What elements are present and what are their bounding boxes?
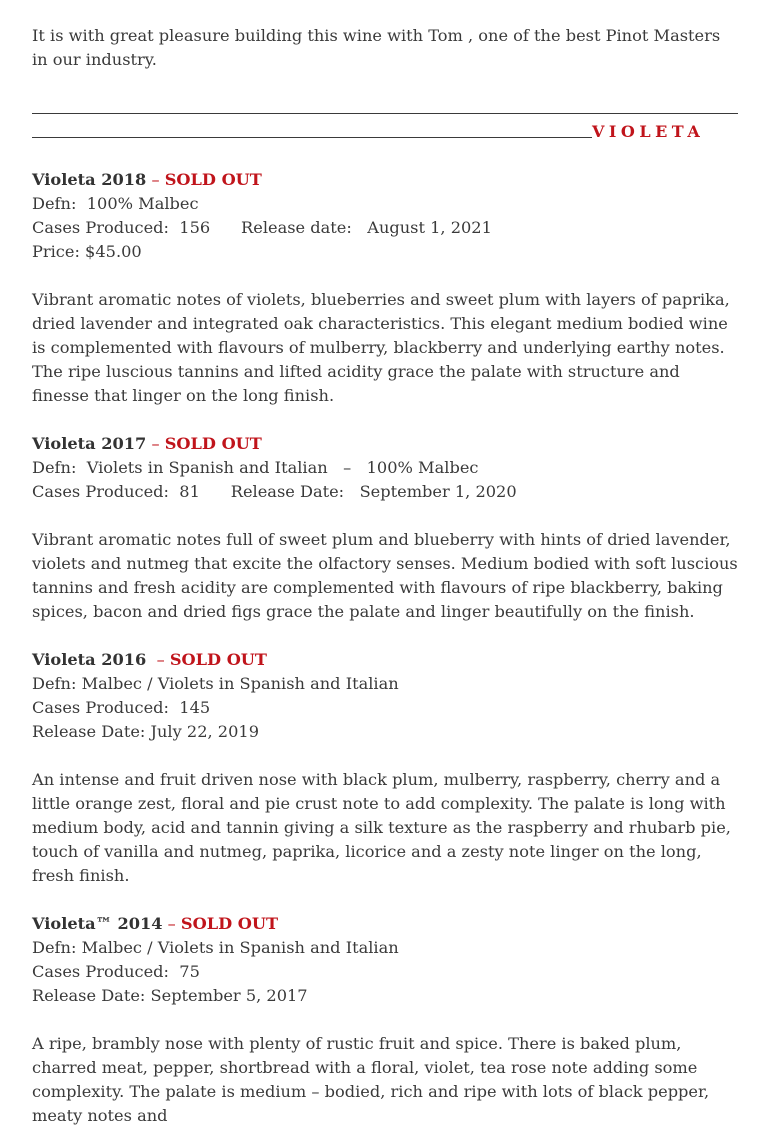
entry-dash: –	[162, 914, 181, 933]
entry-dash: –	[146, 170, 165, 189]
wine-entry-2018	[32, 168, 738, 408]
section-header	[32, 120, 738, 144]
entry-line: Defn: Malbec / Violets in Spanish and Italian	[32, 938, 399, 957]
entry-line: Defn: 100% Malbec	[32, 194, 199, 213]
intro-pleasure-paragraph: It is with great pleasure building this wine with Tom , one of the best Pinot Masters in our industry.	[32, 26, 721, 69]
tasting-notes: Vibrant aromatic notes full of sweet plum and blueberry with hints of dried lavender, violets and nutmeg that excite the olfactory senses. Medium bodied with soft luscious tannins and fresh acidity are complemented with flavours of ripe blackberry, baking spices, bacon and dried figs grace the palate and linger beautifully on the finish.	[32, 530, 738, 621]
entry-line: Cases Produced: 75	[32, 962, 200, 981]
tasting-notes: Vibrant aromatic notes of violets, blueberries and sweet plum with layers of paprika, dried lavender and integrated oak characteristics. This elegant medium bodied wine is complemented with flavours of mulberry, blackberry and underlying earthy notes. The ripe luscious tannins and lifted acidity grace the palate with structure and finesse that linger on the long finish.	[32, 290, 730, 405]
wine-entry-2014	[32, 912, 738, 1128]
section-rule-top	[32, 96, 738, 120]
entry-line: Price: $45.00	[32, 242, 142, 261]
entry-line: Cases Produced: 81 Release Date: September 1, 2020	[32, 482, 517, 501]
entry-line: Defn: Violets in Spanish and Italian – 100% Malbec	[32, 458, 479, 477]
entry-dash: –	[146, 650, 170, 669]
entry-heading	[32, 432, 738, 456]
entry-line: Cases Produced: 145	[32, 698, 211, 717]
entry-heading	[32, 168, 738, 192]
entry-heading	[32, 648, 738, 672]
wine-document	[32, 0, 738, 1128]
entry-name: Violeta 2016	[32, 650, 147, 669]
sold-out-badge: SOLD OUT	[169, 650, 267, 669]
entry-name: Violeta™ 2014	[32, 914, 163, 933]
entry-line: Defn: Malbec / Violets in Spanish and Italian	[32, 674, 399, 693]
entry-name: Violeta 2018	[32, 170, 147, 189]
tasting-notes: A ripe, brambly nose with plenty of rustic fruit and spice. There is baked plum, charred meat, pepper, shortbread with a floral, violet, tea rose note adding some complexity. The palate is medium – bodied, rich and ripe with lots of black pepper, meaty notes and	[32, 1034, 710, 1125]
sold-out-badge: SOLD OUT	[180, 914, 279, 933]
tasting-notes: An intense and fruit driven nose with black plum, mulberry, raspberry, cherry and a little orange zest, floral and pie crust note to add complexity. The palate is long with medium body, acid and tannin giving a silk texture as the raspberry and rhubarb pie, touch of vanilla and nutmeg, paprika, licorice and a zesty note linger on the long, fresh finish.	[32, 770, 731, 885]
entry-line: Cases Produced: 156 Release date: August 1, 2021	[32, 218, 492, 237]
entry-dash: –	[146, 434, 165, 453]
sold-out-badge: SOLD OUT	[164, 170, 262, 189]
entry-heading	[32, 912, 738, 936]
entry-name: Violeta 2017	[32, 434, 147, 453]
entry-line: Release Date: July 22, 2019	[32, 722, 259, 741]
sold-out-badge: SOLD OUT	[164, 434, 262, 453]
section-title: VIOLETA	[592, 122, 705, 141]
wine-entry-2017	[32, 432, 738, 624]
wine-entry-2016	[32, 648, 738, 888]
entry-line: Release Date: September 5, 2017	[32, 986, 308, 1005]
